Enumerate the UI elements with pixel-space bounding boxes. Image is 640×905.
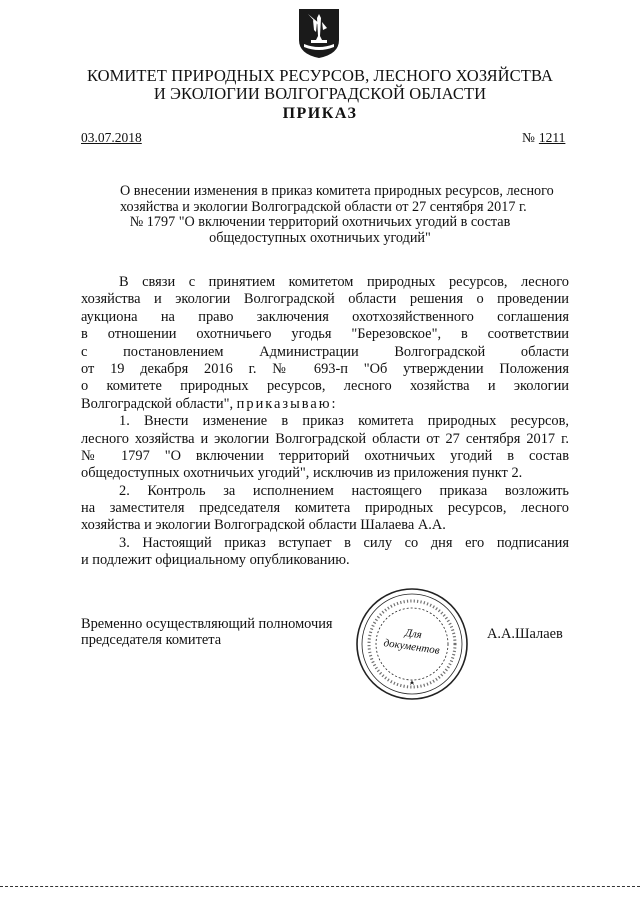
- body-line: общедоступных охотничьих угодий", исключив из приложения пункт 2.: [81, 465, 523, 482]
- body-line: о комитете природных ресурсов, лесного хозяйства и экологии: [81, 378, 569, 395]
- body-line: [81, 396, 569, 413]
- stamp-text-line1: Для: [404, 626, 423, 642]
- body-line: 1. Внести изменение в приказ комитета природных ресурсов,: [119, 413, 569, 430]
- number-value: 1211: [538, 130, 566, 145]
- round-stamp: [352, 585, 472, 703]
- body-line: 3. Настоящий приказ вступает в силу со дня его подписания: [119, 534, 569, 551]
- body-line: хозяйства и экологии Волгоградской области решения о проведении: [81, 291, 569, 308]
- position-line: председателя комитета: [81, 632, 222, 648]
- title-line: О внесении изменения в приказ комитета природных ресурсов, лесного: [120, 183, 554, 199]
- body-line: на заместителя председателя комитета природных ресурсов, лесного: [81, 500, 569, 517]
- coat-of-arms-emblem: [296, 6, 342, 60]
- body-text: Волгоградской области",: [81, 395, 234, 412]
- body-line: лесного хозяйства и экологии Волгоградской области от 27 сентября 2017 г.: [81, 430, 569, 447]
- number-sign: №: [522, 130, 535, 145]
- title-line: № 1797 "О включении территорий охотничьих угодий в состав: [129, 214, 511, 230]
- signatory-position: [81, 616, 333, 648]
- body-line: с постановлением Администрации Волгоградской области: [81, 343, 569, 360]
- body-line: 2. Контроль за исполнением настоящего приказа возложить: [119, 482, 569, 499]
- scan-edge-divider: [0, 886, 640, 887]
- body-line: от 19 декабря 2016 г. № 693-п "Об утверждении Положения: [81, 360, 569, 377]
- body-line: хозяйства и экологии Волгоградской области Шалаева А.А.: [81, 517, 446, 534]
- body-line: и подлежит официальному опубликованию.: [81, 552, 350, 569]
- body-line: № 1797 "О включении территорий охотничьих угодий в состав: [81, 447, 569, 464]
- signatory-name: А.А.Шалаев: [487, 626, 563, 642]
- document-number: [522, 130, 565, 146]
- title-line: общедоступных охотничьих угодий": [209, 229, 431, 246]
- committee-name-line1: КОМИТЕТ ПРИРОДНЫХ РЕСУРСОВ, ЛЕСНОГО ХОЗЯЙСТВА: [86, 66, 554, 85]
- document-title: [120, 183, 554, 246]
- document-body: [81, 274, 569, 570]
- position-line: Временно осуществляющий полномочия: [81, 616, 333, 632]
- body-line: в отношении охотничьего угодья "Березовское", в соответствии: [81, 326, 569, 343]
- order-word: приказываю:: [236, 395, 338, 412]
- stamp-text-line2: документов: [382, 637, 441, 657]
- title-line: хозяйства и экологии Волгоградской области от 27 сентября 2017 г.: [120, 198, 527, 215]
- body-line: аукциона на право заключения охотхозяйственного соглашения: [81, 308, 569, 325]
- committee-name-line2: И ЭКОЛОГИИ ВОЛГОГРАДСКОЙ ОБЛАСТИ: [153, 84, 487, 103]
- document-date: 03.07.2018: [81, 130, 142, 145]
- document-type: ПРИКАЗ: [282, 105, 358, 122]
- body-line: В связи с принятием комитетом природных ресурсов, лесного: [119, 274, 569, 290]
